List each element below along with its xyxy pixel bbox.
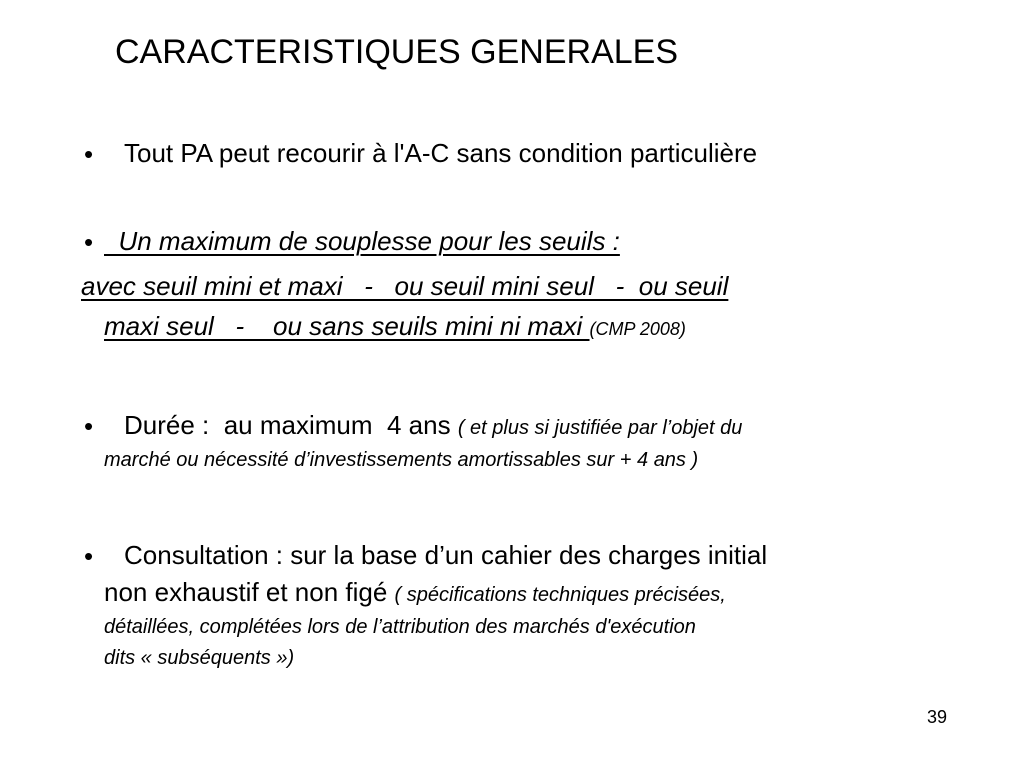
bullet-3-main: Durée : au maximum 4 ans [124,410,458,440]
bullet-3-note-2: marché ou nécessité d’investissements amortissables sur + 4 ans ) [104,449,699,471]
bullet-3-note-1: ( et plus si justifiée par l’objet du [457,417,743,439]
bullet-4-note-2: détaillées, complétées lors de l’attribution des marchés d'exécution [104,616,696,638]
bullet-4-note-1: ( spécifications techniques précisées, [394,584,726,606]
bullet-2-line-2-text: maxi seul - ou sans seuils mini ni maxi [104,311,590,341]
bullet-2-note: (CMP 2008) [589,319,686,339]
bullet-2-heading: Un maximum de souplesse pour les seuils : [104,226,620,256]
bullet-4-note-3: dits « subséquents ») [104,647,295,669]
bullet-3-line-1 [124,409,742,444]
bullet-3-marker: • [84,411,94,441]
bullet-1-text: Tout PA peut recourir à l'A-C sans condition particulière [124,138,758,168]
bullet-2-line-2 [104,310,686,345]
bullet-1-marker: • [84,139,94,169]
slide-title: CARACTERISTIQUES GENERALES [115,33,679,71]
bullet-2-line-1: avec seuil mini et maxi - ou seuil mini seul - ou seuil [81,271,729,301]
page-number: 39 [927,707,948,727]
bullet-2-marker: • [84,227,94,257]
bullet-4-line-1: Consultation : sur la base d’un cahier des charges initial [124,540,768,570]
bullet-4-line-2-text: non exhaustif et non figé [104,577,395,607]
bullet-4-marker: • [84,541,94,571]
bullet-4-line-2 [104,576,726,611]
